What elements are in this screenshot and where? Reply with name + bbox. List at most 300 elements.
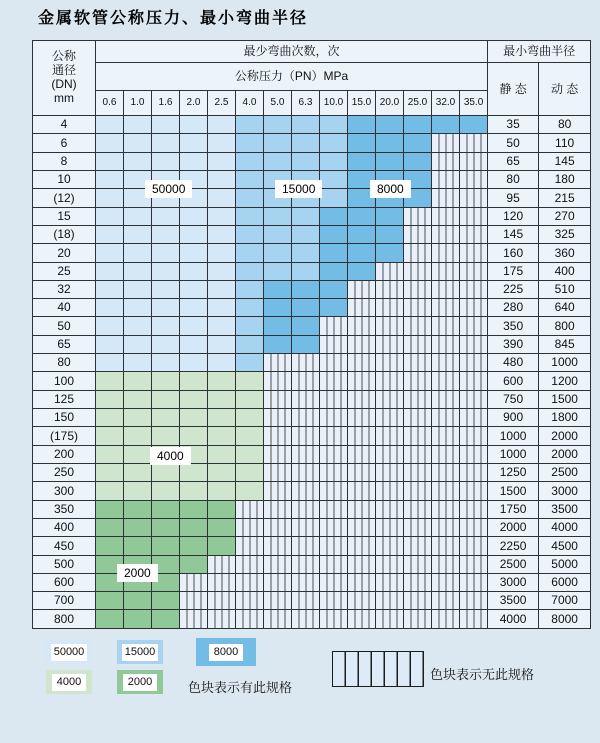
matrix-cell-no-spec [264, 482, 292, 500]
matrix-cell [236, 262, 264, 280]
matrix-cell-no-spec [376, 317, 404, 335]
matrix-cell-no-spec [376, 280, 404, 298]
matrix-cell-no-spec [264, 354, 292, 372]
matrix-cell [404, 134, 432, 152]
matrix-cell-no-spec [376, 463, 404, 481]
dynamic-radius-cell: 80 [539, 116, 591, 134]
dynamic-radius-cell: 325 [539, 225, 591, 243]
matrix-cell-no-spec [404, 463, 432, 481]
matrix-cell [152, 299, 180, 317]
matrix-cell [264, 335, 292, 353]
matrix-cell-no-spec [180, 573, 208, 591]
matrix-cell [320, 244, 348, 262]
dn-cell: 400 [33, 518, 96, 536]
static-radius-cell: 280 [488, 299, 539, 317]
matrix-cell-no-spec [348, 354, 376, 372]
matrix-cell-no-spec [404, 225, 432, 243]
legend-swatch-label: 4000 [52, 674, 86, 691]
matrix-cell-no-spec [292, 354, 320, 372]
header-nominal-pressure: 公称压力（PN）MPa [96, 63, 488, 91]
dn-cell: 6 [33, 134, 96, 152]
matrix-cell-no-spec [404, 555, 432, 573]
matrix-cell-no-spec [460, 152, 488, 170]
matrix-cell [236, 409, 264, 427]
matrix-cell-no-spec [432, 134, 460, 152]
dn-cell: 25 [33, 262, 96, 280]
matrix-cell [180, 262, 208, 280]
matrix-cell [124, 152, 152, 170]
matrix-cell-no-spec [376, 354, 404, 372]
table-row [33, 390, 591, 408]
matrix-cell [320, 280, 348, 298]
matrix-cell [124, 335, 152, 353]
matrix-cell [180, 482, 208, 500]
matrix-cell [124, 463, 152, 481]
matrix-cell-no-spec [460, 207, 488, 225]
matrix-cell [208, 244, 236, 262]
matrix-cell-no-spec [404, 610, 432, 629]
matrix-cell [264, 134, 292, 152]
matrix-cell [320, 189, 348, 207]
dynamic-radius-cell: 3000 [539, 482, 591, 500]
dn-cell: 8 [33, 152, 96, 170]
dn-cell: 350 [33, 500, 96, 518]
legend-swatch-label: 50000 [51, 644, 88, 661]
legend-swatch-2000 [117, 670, 163, 694]
matrix-cell-no-spec [404, 500, 432, 518]
matrix-cell [180, 555, 208, 573]
matrix-cell [152, 500, 180, 518]
matrix-cell [96, 207, 124, 225]
matrix-cell [404, 116, 432, 134]
matrix-cell [236, 427, 264, 445]
matrix-cell-no-spec [348, 573, 376, 591]
matrix-cell-no-spec [264, 610, 292, 629]
static-radius-cell: 350 [488, 317, 539, 335]
header-dynamic: 动 态 [539, 63, 591, 116]
dn-cell: 4 [33, 116, 96, 134]
matrix-cell-no-spec [320, 573, 348, 591]
matrix-cell-no-spec [320, 463, 348, 481]
matrix-cell [292, 116, 320, 134]
matrix-cell-no-spec [292, 445, 320, 463]
matrix-cell [236, 225, 264, 243]
spec-table [32, 40, 591, 629]
matrix-cell [320, 170, 348, 188]
matrix-cell-no-spec [404, 262, 432, 280]
table-row [33, 244, 591, 262]
matrix-cell-no-spec [432, 170, 460, 188]
matrix-cell-no-spec [348, 317, 376, 335]
matrix-cell [152, 518, 180, 536]
matrix-cell-no-spec [320, 610, 348, 629]
matrix-cell [236, 280, 264, 298]
table-row [33, 225, 591, 243]
matrix-cell-no-spec [376, 372, 404, 390]
matrix-cell [208, 482, 236, 500]
static-radius-cell: 1500 [488, 482, 539, 500]
matrix-cell [180, 299, 208, 317]
matrix-cell [348, 244, 376, 262]
matrix-cell [236, 482, 264, 500]
matrix-cell [236, 372, 264, 390]
matrix-cell-no-spec [460, 262, 488, 280]
static-radius-cell: 1250 [488, 463, 539, 481]
matrix-cell [208, 170, 236, 188]
matrix-cell [180, 372, 208, 390]
dn-cell: 10 [33, 170, 96, 188]
matrix-cell [348, 225, 376, 243]
matrix-cell-no-spec [404, 427, 432, 445]
matrix-cell-no-spec [432, 280, 460, 298]
matrix-cell [124, 299, 152, 317]
matrix-cell-no-spec [404, 354, 432, 372]
matrix-cell [180, 335, 208, 353]
matrix-cell [124, 372, 152, 390]
matrix-cell [208, 518, 236, 536]
matrix-cell [152, 262, 180, 280]
matrix-cell [208, 280, 236, 298]
matrix-cell [236, 299, 264, 317]
pressure-header-cell: 4.0 [236, 91, 264, 116]
matrix-cell [180, 354, 208, 372]
corner-line-3: (DN) [51, 77, 77, 91]
matrix-cell-no-spec [376, 573, 404, 591]
matrix-cell [152, 225, 180, 243]
static-radius-cell: 1000 [488, 445, 539, 463]
matrix-cell-no-spec [376, 299, 404, 317]
matrix-cell-no-spec [404, 244, 432, 262]
matrix-cell-no-spec [460, 317, 488, 335]
dn-cell: 15 [33, 207, 96, 225]
matrix-cell-no-spec [320, 335, 348, 353]
matrix-cell [152, 537, 180, 555]
corner-line-4: mm [54, 90, 74, 105]
matrix-cell [292, 244, 320, 262]
matrix-cell [124, 482, 152, 500]
matrix-cell [96, 152, 124, 170]
table-row [33, 537, 591, 555]
cycle-count-label: 15000 [275, 180, 322, 198]
matrix-cell [180, 207, 208, 225]
matrix-cell [152, 390, 180, 408]
cycle-count-label: 50000 [145, 180, 192, 198]
legend-swatch-4000 [46, 670, 92, 694]
matrix-cell [96, 610, 124, 629]
matrix-cell [264, 116, 292, 134]
matrix-cell-no-spec [460, 409, 488, 427]
matrix-cell [208, 134, 236, 152]
matrix-cell-no-spec [236, 592, 264, 610]
matrix-cell-no-spec [432, 445, 460, 463]
matrix-cell-no-spec [264, 463, 292, 481]
matrix-cell-no-spec [404, 207, 432, 225]
matrix-cell [96, 354, 124, 372]
matrix-cell-no-spec [348, 372, 376, 390]
dn-cell: (175) [33, 427, 96, 445]
table-row [33, 463, 591, 481]
matrix-cell [96, 244, 124, 262]
matrix-cell-no-spec [292, 482, 320, 500]
matrix-cell [152, 372, 180, 390]
matrix-cell-no-spec [348, 500, 376, 518]
matrix-cell [124, 500, 152, 518]
matrix-cell-no-spec [460, 134, 488, 152]
matrix-cell-no-spec [404, 445, 432, 463]
matrix-cell-no-spec [432, 299, 460, 317]
pressure-header-cell: 6.3 [292, 91, 320, 116]
table-row [33, 409, 591, 427]
matrix-cell-no-spec [432, 335, 460, 353]
matrix-cell-no-spec [320, 445, 348, 463]
matrix-cell [236, 390, 264, 408]
matrix-cell [124, 207, 152, 225]
legend-no-spec-swatch [332, 651, 424, 687]
pressure-header-cell: 2.0 [180, 91, 208, 116]
matrix-cell [96, 372, 124, 390]
matrix-cell [292, 225, 320, 243]
dynamic-radius-cell: 2000 [539, 427, 591, 445]
static-radius-cell: 750 [488, 390, 539, 408]
matrix-cell-no-spec [432, 244, 460, 262]
matrix-cell-no-spec [292, 427, 320, 445]
matrix-cell-no-spec [320, 555, 348, 573]
static-radius-cell: 4000 [488, 610, 539, 629]
matrix-cell-no-spec [432, 207, 460, 225]
matrix-cell [348, 207, 376, 225]
matrix-cell-no-spec [432, 225, 460, 243]
matrix-cell-no-spec [292, 610, 320, 629]
table-row [33, 116, 591, 134]
static-radius-cell: 35 [488, 116, 539, 134]
header-bend-radius: 最小弯曲半径 [488, 41, 591, 63]
matrix-cell [152, 354, 180, 372]
matrix-cell-no-spec [404, 299, 432, 317]
matrix-cell-no-spec [320, 427, 348, 445]
matrix-cell-no-spec [320, 409, 348, 427]
matrix-cell-no-spec [348, 409, 376, 427]
matrix-cell-no-spec [348, 299, 376, 317]
matrix-cell [320, 299, 348, 317]
matrix-cell [208, 335, 236, 353]
matrix-cell-no-spec [460, 610, 488, 629]
matrix-cell [96, 409, 124, 427]
matrix-cell-no-spec [460, 280, 488, 298]
matrix-cell-no-spec [236, 518, 264, 536]
matrix-cell-no-spec [432, 354, 460, 372]
matrix-cell [180, 317, 208, 335]
static-radius-cell: 145 [488, 225, 539, 243]
dynamic-radius-cell: 180 [539, 170, 591, 188]
matrix-cell [320, 262, 348, 280]
matrix-cell [180, 409, 208, 427]
matrix-cell-no-spec [348, 427, 376, 445]
matrix-cell [96, 262, 124, 280]
matrix-cell-no-spec [460, 170, 488, 188]
matrix-cell-no-spec [376, 409, 404, 427]
table-row [33, 262, 591, 280]
matrix-cell-no-spec [348, 518, 376, 536]
static-radius-cell: 50 [488, 134, 539, 152]
matrix-cell-no-spec [404, 573, 432, 591]
matrix-cell-no-spec [460, 299, 488, 317]
matrix-cell-no-spec [264, 409, 292, 427]
pressure-header-cell: 1.0 [124, 91, 152, 116]
matrix-cell-no-spec [292, 518, 320, 536]
pressure-header-cell: 2.5 [208, 91, 236, 116]
dn-cell: (18) [33, 225, 96, 243]
matrix-cell [236, 116, 264, 134]
dynamic-radius-cell: 8000 [539, 610, 591, 629]
matrix-cell [348, 134, 376, 152]
table-row [33, 335, 591, 353]
dynamic-radius-cell: 1000 [539, 354, 591, 372]
matrix-cell-no-spec [432, 537, 460, 555]
matrix-cell [96, 518, 124, 536]
table-row [33, 500, 591, 518]
matrix-cell [208, 299, 236, 317]
dynamic-radius-cell: 215 [539, 189, 591, 207]
pressure-header-cell: 0.6 [96, 91, 124, 116]
matrix-cell-no-spec [180, 610, 208, 629]
static-radius-cell: 900 [488, 409, 539, 427]
matrix-cell-no-spec [460, 518, 488, 536]
matrix-cell [180, 225, 208, 243]
matrix-cell-no-spec [376, 592, 404, 610]
cycle-count-label: 8000 [370, 180, 411, 198]
matrix-cell [404, 152, 432, 170]
dynamic-radius-cell: 2500 [539, 463, 591, 481]
matrix-cell-no-spec [348, 463, 376, 481]
matrix-cell-no-spec [460, 244, 488, 262]
matrix-cell-no-spec [376, 518, 404, 536]
legend-swatch-50000 [46, 640, 92, 664]
matrix-cell-no-spec [236, 537, 264, 555]
cycle-count-label: 2000 [117, 564, 158, 582]
matrix-cell-no-spec [432, 317, 460, 335]
matrix-cell [208, 207, 236, 225]
matrix-cell [320, 152, 348, 170]
dn-cell: 150 [33, 409, 96, 427]
matrix-cell [96, 317, 124, 335]
matrix-cell [96, 500, 124, 518]
matrix-cell-no-spec [460, 427, 488, 445]
matrix-cell [236, 354, 264, 372]
matrix-cell [96, 225, 124, 243]
matrix-cell-no-spec [348, 537, 376, 555]
matrix-cell [96, 445, 124, 463]
matrix-cell-no-spec [264, 500, 292, 518]
matrix-cell [124, 427, 152, 445]
matrix-cell [96, 189, 124, 207]
matrix-cell-no-spec [264, 372, 292, 390]
matrix-cell-no-spec [292, 463, 320, 481]
pressure-header-cell: 32.0 [432, 91, 460, 116]
dn-cell: 65 [33, 335, 96, 353]
matrix-cell-no-spec [264, 555, 292, 573]
matrix-cell [124, 592, 152, 610]
matrix-cell-no-spec [404, 592, 432, 610]
spec-table-wrap [32, 40, 590, 629]
matrix-cell-no-spec [432, 610, 460, 629]
matrix-cell-no-spec [376, 262, 404, 280]
matrix-cell [264, 152, 292, 170]
matrix-cell [376, 116, 404, 134]
matrix-cell [124, 134, 152, 152]
legend-note-absent: 色块表示无此规格 [430, 667, 535, 682]
pressure-header-cell: 15.0 [348, 91, 376, 116]
matrix-cell [124, 116, 152, 134]
matrix-cell-no-spec [460, 555, 488, 573]
matrix-cell [152, 427, 180, 445]
matrix-cell [124, 390, 152, 408]
matrix-cell [208, 317, 236, 335]
header-bend-cycles: 最少弯曲次数，次 [96, 41, 488, 63]
matrix-cell [320, 207, 348, 225]
dn-cell: 20 [33, 244, 96, 262]
matrix-cell-no-spec [348, 280, 376, 298]
table-row [33, 207, 591, 225]
static-radius-cell: 175 [488, 262, 539, 280]
matrix-cell-no-spec [292, 555, 320, 573]
dn-cell: 250 [33, 463, 96, 481]
dn-cell: 125 [33, 390, 96, 408]
matrix-cell [152, 244, 180, 262]
matrix-cell-no-spec [376, 500, 404, 518]
matrix-cell [124, 244, 152, 262]
static-radius-cell: 65 [488, 152, 539, 170]
matrix-cell [292, 280, 320, 298]
legend-swatch-15000 [117, 640, 163, 664]
dynamic-radius-cell: 510 [539, 280, 591, 298]
matrix-cell-no-spec [460, 537, 488, 555]
matrix-cell-no-spec [460, 189, 488, 207]
matrix-cell [236, 134, 264, 152]
static-radius-cell: 480 [488, 354, 539, 372]
pressure-header-cell: 1.6 [152, 91, 180, 116]
matrix-cell-no-spec [376, 427, 404, 445]
matrix-cell-no-spec [264, 445, 292, 463]
matrix-cell [180, 390, 208, 408]
matrix-cell-no-spec [460, 482, 488, 500]
matrix-cell [208, 116, 236, 134]
matrix-cell-no-spec [460, 390, 488, 408]
matrix-cell [236, 244, 264, 262]
matrix-cell [96, 280, 124, 298]
matrix-cell-no-spec [264, 573, 292, 591]
matrix-cell-no-spec [348, 335, 376, 353]
matrix-cell [292, 299, 320, 317]
matrix-cell-no-spec [460, 463, 488, 481]
matrix-cell [292, 152, 320, 170]
matrix-cell [96, 170, 124, 188]
matrix-cell [460, 116, 488, 134]
matrix-cell-no-spec [320, 482, 348, 500]
corner-line-2: 通径 [51, 63, 76, 78]
matrix-cell [124, 518, 152, 536]
legend-swatch-8000 [196, 638, 256, 666]
matrix-cell [124, 537, 152, 555]
dn-cell: 700 [33, 592, 96, 610]
matrix-cell-no-spec [404, 537, 432, 555]
matrix-cell-no-spec [348, 592, 376, 610]
matrix-cell-no-spec [348, 445, 376, 463]
matrix-cell-no-spec [236, 500, 264, 518]
table-row [33, 427, 591, 445]
static-radius-cell: 600 [488, 372, 539, 390]
matrix-cell [208, 372, 236, 390]
matrix-cell [236, 335, 264, 353]
